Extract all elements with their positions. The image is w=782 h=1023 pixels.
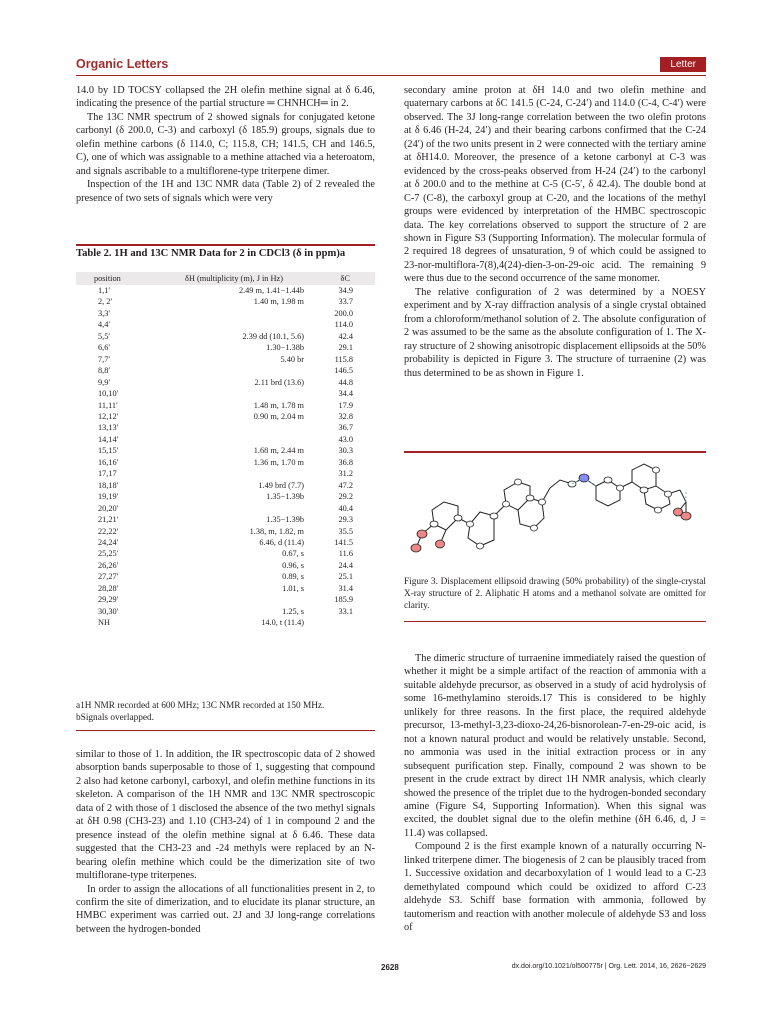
header-rule (76, 75, 706, 76)
table-row (76, 434, 375, 445)
table-row (76, 571, 375, 582)
table-cell: 114.0 (334, 320, 353, 330)
left-column-top (76, 84, 375, 205)
table-row (76, 503, 375, 514)
table-cell: 200.0 (334, 308, 353, 318)
table-row (76, 560, 375, 571)
table-cell: 19,19′ (98, 492, 119, 502)
table-cell: 0.89, s (282, 572, 304, 582)
table-cell: 1.40 m, 1.98 m (253, 297, 304, 307)
table-bottom-rule (76, 730, 375, 731)
page-number: 2628 (381, 963, 399, 972)
right-column-bottom (404, 652, 706, 935)
table-row (76, 514, 375, 525)
paragraph: The dimeric structure of turraenine immediately raised the question of whether it might be a simple artifact of the reaction of ammonia with a suitable aldehyde precursor, as observed in a study of acid hydrolysis of some 16-methylamino steroids.17 This is considered to be highly unlikely for three reasons. In the first place, the required aldehyde precursor, 13-methyl-3,23-dioxo-24,26-bisnorolean-7-en-29-oic acid, is not a known natural product and would be relatively unstable. Second, no ammonia was used in the initial extraction process or in any subsequent purification step. Finally, compound 2 was shown to be present in the crude extract by direct 1H NMR analysis, which clearly showed the presence of the triplet due to the hydrogen-bonded secondary amine (Figure S4, Supporting Information). When this signal was excited, the doublet signal due to the olefin methine (δH 6.46, d, J = 11.4) was collapsed. (404, 653, 706, 839)
table-header-cell: δH (multiplicity (m), J in Hz) (158, 272, 310, 285)
article-type-badge: Letter (660, 57, 706, 72)
table-cell: 1,1′ (98, 286, 111, 295)
table-row (76, 354, 375, 365)
table-cell: 27,27′ (98, 572, 119, 582)
table-cell: 47.2 (338, 480, 353, 490)
table-cell: 8,8′ (98, 366, 111, 376)
table-cell: 24,24′ (98, 537, 119, 547)
table-cell: 1.35−1.39b (266, 515, 304, 525)
table-row (76, 365, 375, 376)
paragraph: The 13C NMR spectrum of 2 showed signals for conjugated ketone carbonyl (δ 200.0, C-3) and carboxyl (δ 185.9) groups, signals due to olefin methine carbons (δ 114.0, C; 115.8, CH; 141.5, CH and 146.5, C), one of which was assignable to a methine attached via a heteroatom, and signals ascribable to a multiflorene-type triterpene dimer. (76, 111, 375, 177)
table-cell (158, 308, 310, 319)
table-footnote-a: a1H NMR recorded at 600 MHz; 13C NMR recorded at 150 MHz. (76, 701, 325, 711)
table-cell: 10,10′ (98, 389, 119, 399)
table-cell: 0.67, s (282, 549, 304, 559)
table-cell: 12,12′ (98, 411, 119, 421)
ellipsoid-drawing (410, 458, 706, 570)
table-footnotes (76, 700, 375, 724)
table-cell: 1.36 m, 1.70 m (253, 457, 304, 467)
table-cell: 44.8 (338, 377, 353, 387)
table-cell: 33.7 (338, 297, 353, 307)
table-row (76, 594, 375, 605)
nmr-table (76, 272, 375, 629)
table-cell: 1.30−1.38b (266, 343, 304, 353)
table-cell: 21,21′ (98, 515, 119, 525)
table-cell: NH (98, 618, 110, 628)
table-cell: 31.4 (338, 583, 353, 593)
table-cell: 34.9 (338, 286, 353, 295)
table-cell: 26,26′ (98, 560, 119, 570)
table-row (76, 526, 375, 537)
table-cell: 31.2 (338, 469, 353, 479)
table-row (76, 537, 375, 548)
table-cell: 5.40 br (280, 354, 304, 364)
table-cell: 17.9 (338, 400, 353, 410)
table-cell (158, 468, 310, 479)
table-cell: 115.8 (334, 354, 353, 364)
table-cell: 2, 2′ (98, 297, 113, 307)
table-cell (158, 319, 310, 330)
table-cell: 15,15′ (98, 446, 119, 456)
table-row (76, 377, 375, 388)
table-cell: 29,29′ (98, 595, 119, 605)
table-cell: 25.1 (338, 572, 353, 582)
table-cell: 1.01, s (282, 583, 304, 593)
table-cell: 17,17 (98, 469, 117, 479)
table-cell: 2.39 dd (10.1, 5.6) (242, 331, 304, 341)
table-cell (158, 365, 310, 376)
table-footnote-b: bSignals overlapped. (76, 713, 154, 723)
doi-link[interactable]: dx.doi.org/10.1021/ol500775r | Org. Lett. 2014, 16, 2626−2629 (511, 963, 706, 970)
table-header-row (76, 272, 375, 285)
table-top-rule (76, 244, 375, 246)
table-cell: 35.5 (338, 526, 353, 536)
table-header-cell: δC (310, 272, 375, 285)
table-cell: 1.48 m, 1.78 m (253, 400, 304, 410)
table-cell: 24.4 (338, 560, 353, 570)
table-cell: 6.46, d (11.4) (259, 537, 304, 547)
table-cell: 7,7′ (98, 354, 111, 364)
xray-structure-figure (410, 458, 706, 570)
table-cell: 40.4 (338, 503, 353, 513)
table-cell: 30.3 (338, 446, 353, 456)
table-cell: 2.49 m, 1.41−1.44b (238, 286, 304, 295)
table-cell: 33.1 (338, 606, 353, 616)
table-cell: 2.11 brd (13.6) (254, 377, 304, 387)
table-row (76, 400, 375, 411)
page-header (76, 57, 706, 75)
table-row (76, 548, 375, 559)
table-cell (158, 422, 310, 433)
table-cell: 29.2 (338, 492, 353, 502)
table-cell: 29.1 (338, 343, 353, 353)
table-cell: 0.96, s (282, 560, 304, 570)
table-cell (158, 388, 310, 399)
table-row (76, 617, 375, 628)
paragraph: The relative configuration of 2 was determined by a NOESY experiment and by X-ray diffraction analysis of a single crystal obtained from a chloroform/methanol solution of 2. The absolute configuration of 2 was assumed to be the same as the absolute configuration of 1. The X-ray structure of 2 showing anisotropic displacement ellipsoids at the 50% probability is depicted in Figure 3. The structure of turraenine (2) was thus determined to be as shown in Figure 1. (404, 286, 706, 379)
table-row (76, 285, 375, 296)
table-cell (158, 594, 310, 605)
table-cell: 36.8 (338, 457, 353, 467)
right-column-top (404, 84, 706, 380)
table-cell: 13,13′ (98, 423, 119, 433)
table-cell: 20,20′ (98, 503, 119, 513)
paragraph: similar to those of 1. In addition, the IR spectroscopic data of 2 showed absorption bands superposable to those of 1, suggesting that compound 2 also had ketone carbonyl, carboxyl, and olefin methine functions in its skeleton. A comparison of the 1H NMR and 13C NMR spectroscopic data of 2 with those of 1 disclosed the absence of the two methyl signals at δH 0.98 (CH3-23) and 1.10 (CH3-24) of 1 in compound 2 and the presence instead of the olefin methine signal at δ 6.46. These data suggested that the CH3-23 and -24 methyls were replaced by an N-bearing olefin methine which could be the dimerization site of two multiflorane-type triterpenes. (76, 749, 375, 882)
table-cell: 28,28′ (98, 583, 119, 593)
table-row (76, 296, 375, 307)
table-cell: 185.9 (334, 595, 353, 605)
figure-top-rule (404, 451, 706, 453)
table-row (76, 308, 375, 319)
table-cell: 22,22′ (98, 526, 119, 536)
table-row (76, 422, 375, 433)
table-cell (158, 434, 310, 445)
figure-bottom-rule (404, 621, 706, 622)
left-column-bottom (76, 748, 375, 936)
table-cell: 30,30′ (98, 606, 119, 616)
table-row (76, 342, 375, 353)
table-cell: 11.6 (338, 549, 353, 559)
table-cell: 6,6′ (98, 343, 111, 353)
table-cell: 43.0 (338, 434, 353, 444)
table-cell: 141.5 (334, 537, 353, 547)
table-header-cell: position (76, 272, 158, 285)
table-cell: 146.5 (334, 366, 353, 376)
table-row (76, 606, 375, 617)
table-cell (310, 617, 375, 628)
table-cell: 11,11′ (98, 400, 118, 410)
table-row (76, 445, 375, 456)
paragraph: Inspection of the 1H and 13C NMR data (Table 2) of 2 revealed the presence of two sets of signals which were very (76, 179, 375, 204)
table-cell: 3,3′ (98, 308, 111, 318)
table-row (76, 480, 375, 491)
table-cell: 5,5′ (98, 331, 111, 341)
table-cell: 1.68 m, 2.44 m (253, 446, 304, 456)
table-row (76, 411, 375, 422)
table-cell (158, 503, 310, 514)
table-row (76, 319, 375, 330)
table-cell: 1.35−1.39b (266, 492, 304, 502)
table-cell: 4,4′ (98, 320, 111, 330)
table-cell: 36.7 (338, 423, 353, 433)
table-row (76, 468, 375, 479)
table-cell: 14,14′ (98, 434, 119, 444)
table-cell: 1.25, s (282, 606, 304, 616)
figure-caption: Figure 3. Displacement ellipsoid drawing (50% probability) of the single-crystal X-ray structure of 2. Aliphatic H atoms and a methanol solvate are omitted for clarity. (404, 577, 706, 611)
table-cell: 0.90 m, 2.04 m (253, 411, 304, 421)
table-row (76, 457, 375, 468)
table-cell: 32.8 (338, 411, 353, 421)
table-cell: 42.4 (338, 331, 353, 341)
table-cell: 9,9′ (98, 377, 111, 387)
table-row (76, 331, 375, 342)
table-cell: 29.3 (338, 515, 353, 525)
table-cell: 34.4 (338, 389, 353, 399)
table-cell: 18,18′ (98, 480, 119, 490)
table-row (76, 491, 375, 502)
table-caption: Table 2. 1H and 13C NMR Data for 2 in CDCl3 (δ in ppm)a (76, 248, 346, 259)
paragraph: secondary amine proton at δH 14.0 and two olefin methine and quaternary carbons at δC 141.5 (C-24, C-24′) and 114.0 (C-4, C-4′) were observed. The 3J long-range correlation between the two olefin protons at δ 6.46 (H-24, 24′) and their bearing carbons confirmed that the C-24 (24′) of the two units present in 2 were connected with the tertiary amine at δH14.0. Moreover, the presence of a ketone carbonyl at C-3 was evidenced by the cross-peaks observed from H-24 (24′) to the carbonyl at δ 200.0 and to the methine at C-5 (C-5′, δ 42.4). The double bond at C-7 (C-8), the carboxyl group at C-20, and the locations of the methyl groups were evidenced by interpretation of the HMBC spectroscopic data. The key correlations observed to support the structure of 2 are shown in Figure S3 (Supporting Information). The molecular formula of 2 required 18 degrees of unsaturation, 9 of which could be assigned to 23-nor-multiflora-7(8),4(24)-dien-3-on-29-oic acid. The remaining 9 were thus due to the second occurrence of the same monomer. (404, 85, 706, 285)
table-cell: 16,16′ (98, 457, 119, 467)
paragraph: In order to assign the allocations of all functionalities present in 2, to confirm the site of dimerization, and to elucidate its planar structure, an HMBC experiment was carried out. 2J and 3J long-range correlations between the hydrogen-bonded (76, 883, 375, 935)
paragraph: 14.0 by 1D TOCSY collapsed the 2H olefin methine signal at δ 6.46, indicating the presence of the partial structure ═ CHNHCH═ in 2. (76, 85, 375, 110)
table-cell: 14.0, t (11.4) (261, 618, 304, 628)
table-row (76, 583, 375, 594)
paragraph: Compound 2 is the first example known of a naturally occurring N-linked triterpene dimer. The biogenesis of 2 can be plausibly traced from 1. Successive oxidation and decarboxylation of 1 would lead to a C-23 demethylated compound which could be oxidized to afford C-23 aldehyde S3. Schiff base formation with ammonia, followed by tautomerism and reaction with another molecule of aldehyde S3 and loss of (404, 841, 706, 934)
journal-name[interactable]: Organic Letters (76, 57, 169, 71)
table-cell: 25,25′ (98, 549, 119, 559)
table-row (76, 388, 375, 399)
table-cell: 1.38, m, 1.82, m (249, 526, 304, 536)
table-cell: 1.49 brd (7.7) (258, 480, 304, 490)
